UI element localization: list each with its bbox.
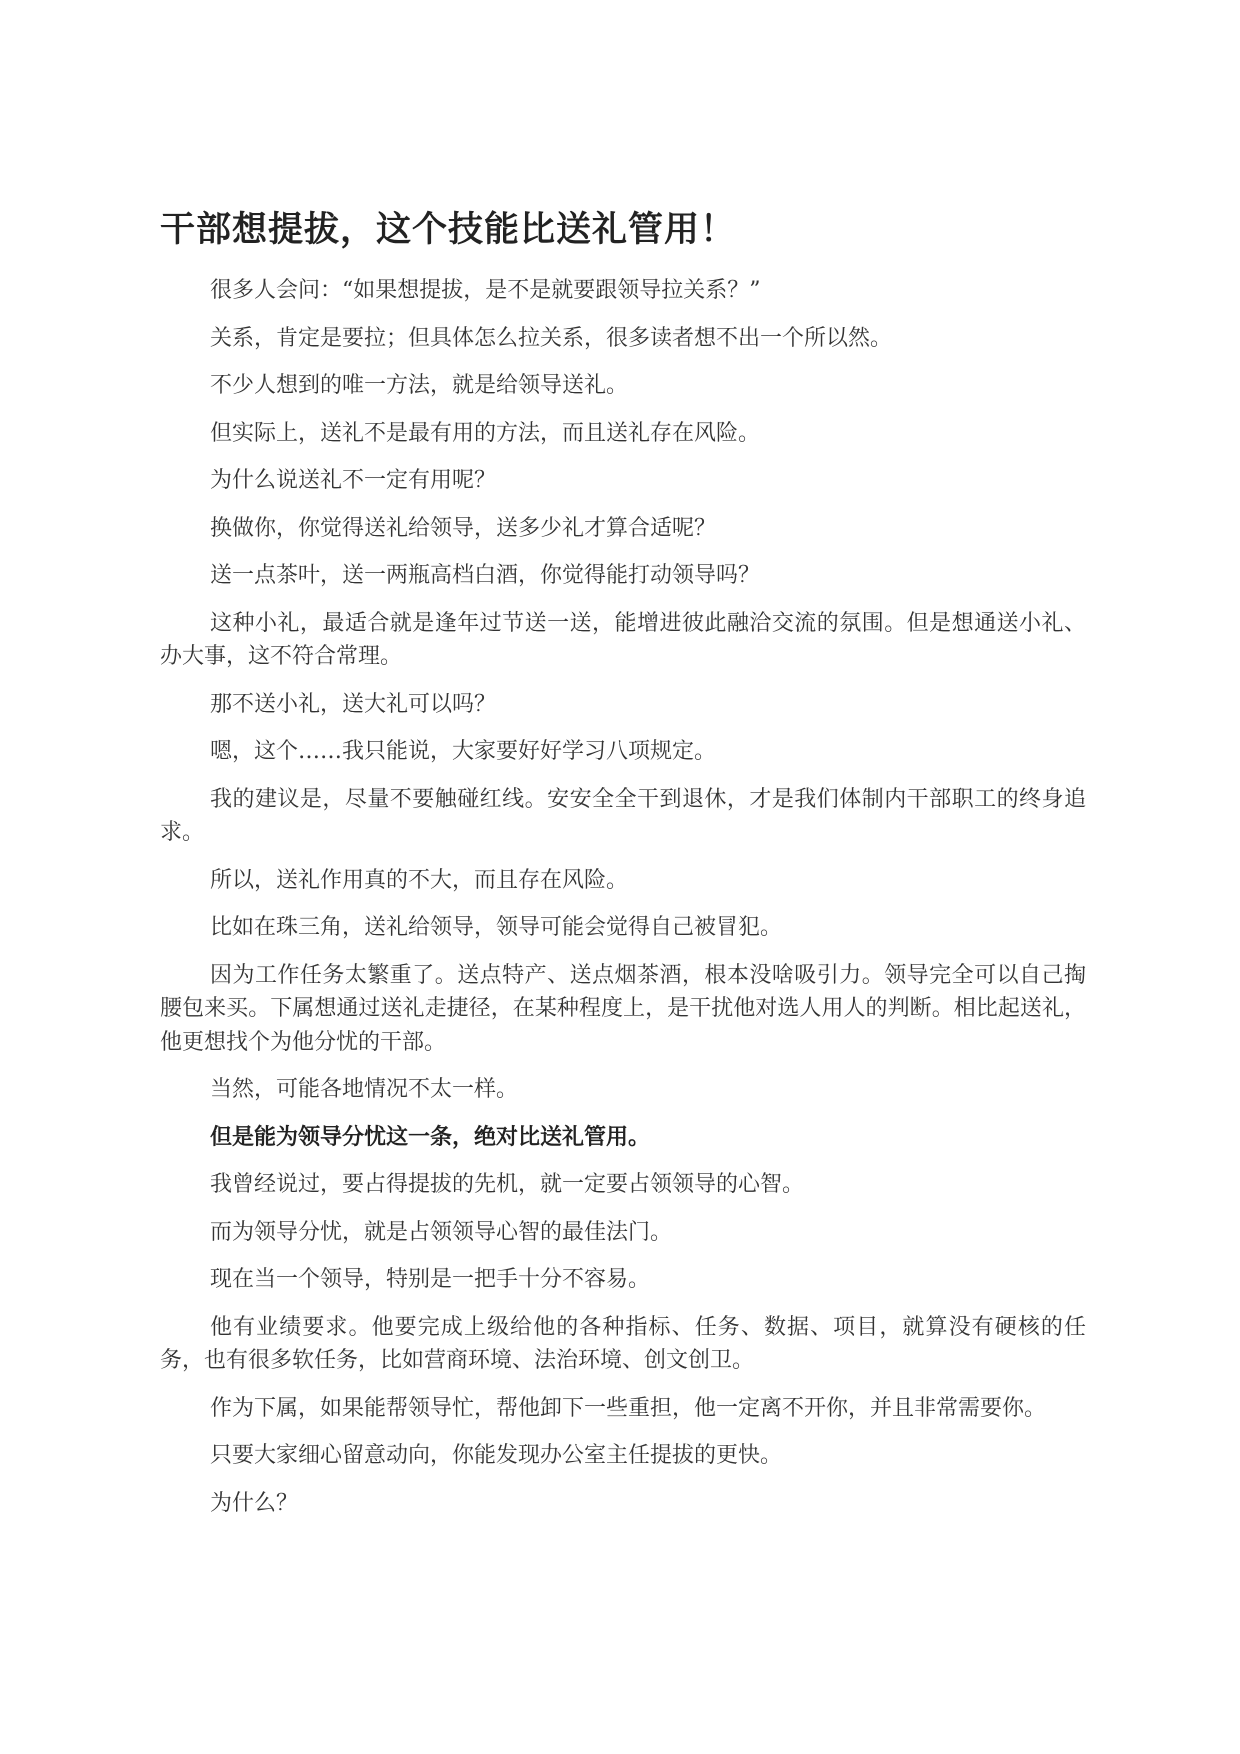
paragraph: 嗯，这个……我只能说，大家要好好学习八项规定。 (210, 739, 717, 764)
paragraph: 很多人会问：“如果想提拔，是不是就要跟领导拉关系？” (210, 278, 761, 303)
paragraph: 现在当一个领导，特别是一把手十分不容易。 (210, 1267, 651, 1292)
paragraph: 我曾经说过，要占得提拔的先机，就一定要占领领导的心智。 (210, 1172, 805, 1197)
emphasis-paragraph: 但是能为领导分忧这一条，绝对比送礼管用。 (210, 1124, 651, 1150)
paragraph: 而为领导分忧，就是占领领导心智的最佳法门。 (210, 1219, 673, 1245)
article-page (160, 205, 1086, 1534)
paragraph: 关系，肯定是要拉；但具体怎么拉关系，很多读者想不出一个所以然。 (210, 325, 893, 351)
paragraph: 这种小礼，最适合就是逢年过节送一送，能增进彼此融洽交流的氛围。但是想通送小礼、办大事，这不符合常理。 (160, 610, 1086, 669)
paragraph: 因为工作任务太繁重了。送点特产、送点烟茶酒，根本没啥吸引力。领导完全可以自己掏腰包来买。下属想通过送礼走捷径，在某种程度上，是干扰他对选人用人的判断。相比起送礼，他更想找个为他分忧的干部。 (160, 962, 1086, 1055)
article-title: 干部想提拔，这个技能比送礼管用！ (160, 210, 737, 250)
paragraph: 所以，送礼作用真的不大，而且存在风险。 (210, 867, 629, 893)
paragraph: 但实际上，送礼不是最有用的方法，而且送礼存在风险。 (210, 420, 761, 446)
paragraph: 为什么说送礼不一定有用呢？ (210, 468, 497, 493)
paragraph: 作为下属，如果能帮领导忙，帮他卸下一些重担，他一定离不开你，并且非常需要你。 (210, 1395, 1047, 1421)
paragraph: 换做你，你觉得送礼给领导，送多少礼才算合适呢？ (210, 515, 717, 541)
paragraph: 送一点茶叶，送一两瓶高档白酒，你觉得能打动领导吗？ (210, 563, 761, 588)
paragraph: 比如在珠三角，送礼给领导，领导可能会觉得自己被冒犯。 (210, 915, 783, 940)
paragraph: 他有业绩要求。他要完成上级给他的各种指标、任务、数据、项目，就算没有硬核的任务，也有很多软任务，比如营商环境、法治环境、创文创卫。 (160, 1314, 1086, 1373)
paragraph: 不少人想到的唯一方法，就是给领导送礼。 (210, 373, 629, 398)
paragraph: 当然，可能各地情况不太一样。 (210, 1077, 519, 1102)
paragraph: 只要大家细心留意动向，你能发现办公室主任提拔的更快。 (210, 1443, 783, 1468)
paragraph: 我的建议是，尽量不要触碰红线。安安全全干到退休，才是我们体制内干部职工的终身追求。 (160, 786, 1086, 845)
paragraph: 为什么？ (210, 1490, 299, 1516)
article-body (160, 274, 1086, 1520)
paragraph: 那不送小礼，送大礼可以吗？ (210, 691, 497, 717)
